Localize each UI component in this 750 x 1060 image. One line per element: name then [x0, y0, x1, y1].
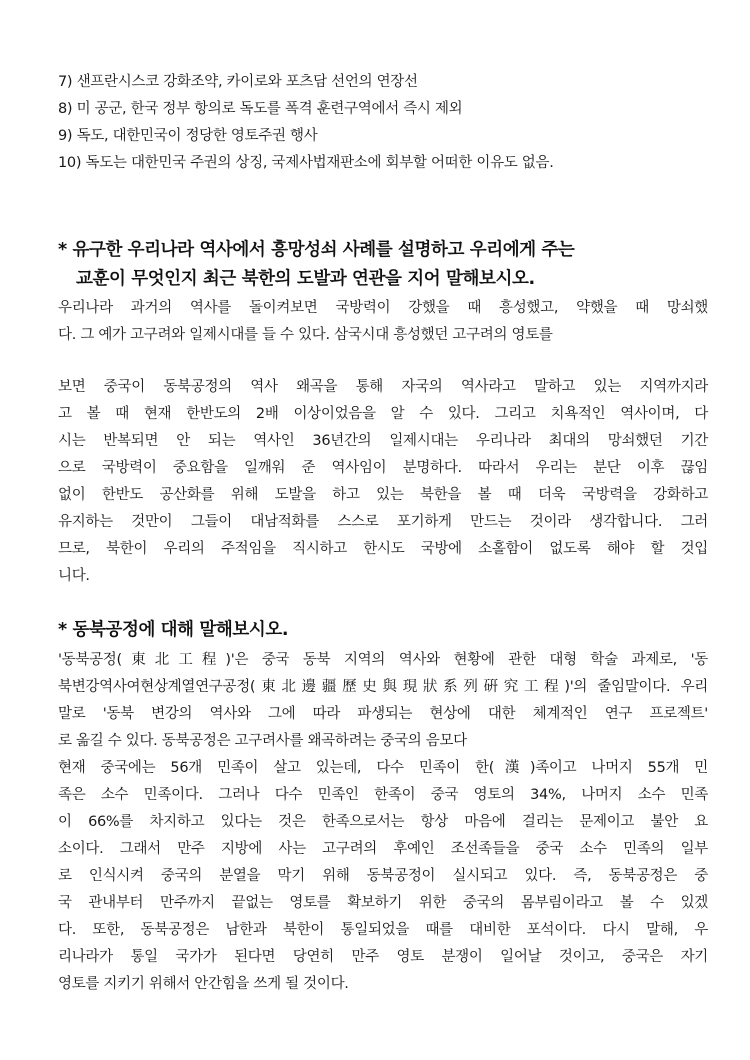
paragraph-line: 고 볼 때 현재 한반도의 2배 이상이었음을 알 수 있다. 그리고 치욕적인 역사이며, 다: [58, 406, 708, 422]
paragraph-line: 국 관내부터 만주까지 끝없는 영토를 확보하기 위한 중국의 몸부림이라고 볼 수 있겠: [58, 895, 708, 911]
paragraph-line: 리나라가 통일 국가가 된다면 당연히 만주 영토 분쟁이 일어날 것이고, 중국은 자기: [58, 949, 708, 965]
paragraph-line: 보면 중국이 동북공정의 역사 왜곡을 통해 자국의 역사라고 말하고 있는 지역까지라: [58, 379, 708, 395]
paragraph-line: 다. 그 예가 고구려와 일제시대를 들 수 있다. 삼국시대 흥성했던 고구려의 영토를: [58, 327, 553, 343]
section-heading: 교훈이 무엇인지 최근 북한의 도발과 연관을 지어 말해보시오.: [76, 269, 535, 289]
paragraph-line: 니다.: [58, 568, 90, 584]
list-item: 10) 독도는 대한민국 주권의 상징, 국제사법재판소에 회부할 어떠한 이유도 없음.: [58, 155, 554, 171]
section-heading: * 유구한 우리나라 역사에서 흥망성쇠 사례를 설명하고 우리에게 주는: [58, 240, 575, 260]
paragraph-line: 으로 국방력이 중요함을 일깨워 준 역사임이 분명하다. 따라서 우리는 분단 이후 끊임: [58, 460, 708, 476]
list-item: 8) 미 공군, 한국 정부 항의로 독도를 폭격 훈련구역에서 즉시 제외: [58, 101, 463, 117]
paragraph-line: 없이 한반도 공산화를 위해 도발을 하고 있는 북한을 볼 때 더욱 국방력을 강화하고: [58, 487, 708, 503]
paragraph-line: 로 옮길 수 있다. 동북공정은 고구려사를 왜곡하려는 중국의 음모다: [58, 733, 467, 749]
paragraph-line: 이 66%를 차지하고 있다는 것은 한족으로서는 항상 마음에 걸리는 문제이고 불안 요: [58, 814, 708, 830]
paragraph-line: 시는 반복되면 안 되는 역사인 36년간의 일제시대는 우리나라 최대의 망쇠했던 기간: [58, 433, 708, 449]
paragraph-line: 우리나라 과거의 역사를 돌이켜보면 국방력이 강했을 때 흥성했고, 약했을 때 망쇠했: [58, 300, 708, 316]
list-item: 7) 샌프란시스코 강화조약, 카이로와 포츠담 선언의 연장선: [58, 74, 418, 90]
paragraph-line: 북변강역사여현상계열연구공정(東北邊疆歷史與現狀系列硏究工程)'의 줄임말이다. 우리: [58, 679, 708, 695]
paragraph-line: 소이다. 그래서 만주 지방에 사는 고구려의 후예인 조선족들을 중국 소수 민족의 일부: [58, 841, 708, 857]
paragraph-line: 로 인식시켜 중국의 분열을 막기 위해 동북공정이 실시되고 있다. 즉, 동북공정은 중: [58, 868, 708, 884]
paragraph-line: 유지하는 것만이 그들이 대남적화를 스스로 포기하게 만드는 것이라 생각합니다. 그러: [58, 514, 708, 530]
paragraph-line: 족은 소수 민족이다. 그러나 다수 민족인 한족이 중국 영토의 34%, 나머지 소수 민족: [58, 787, 708, 803]
paragraph-line: 영토를 지키기 위해서 안간힘을 쓰게 될 것이다.: [58, 976, 349, 992]
list-item: 9) 독도, 대한민국이 정당한 영토주권 행사: [58, 128, 318, 144]
paragraph-line: '동북공정(東北工程)'은 중국 동북 지역의 역사와 현황에 관한 대형 학술 과제로, '동: [58, 652, 708, 668]
paragraph-line: 다. 또한, 동북공정은 남한과 북한이 통일되었을 때를 대비한 포석이다. 다시 말해, 우: [58, 922, 708, 938]
paragraph-line: 므로, 북한이 우리의 주적임을 직시하고 한시도 국방에 소홀함이 없도록 해야 할 것입: [58, 541, 708, 557]
section-heading: * 동북공정에 대해 말해보시오.: [58, 620, 289, 640]
paragraph-line: 말로 '동북 변강의 역사와 그에 따라 파생되는 현상에 대한 체계적인 연구 프로젝트': [58, 706, 708, 722]
paragraph-line: 현재 중국에는 56개 민족이 살고 있는데, 다수 민족이 한(漢)족이고 나머지 55개 민: [58, 760, 708, 776]
